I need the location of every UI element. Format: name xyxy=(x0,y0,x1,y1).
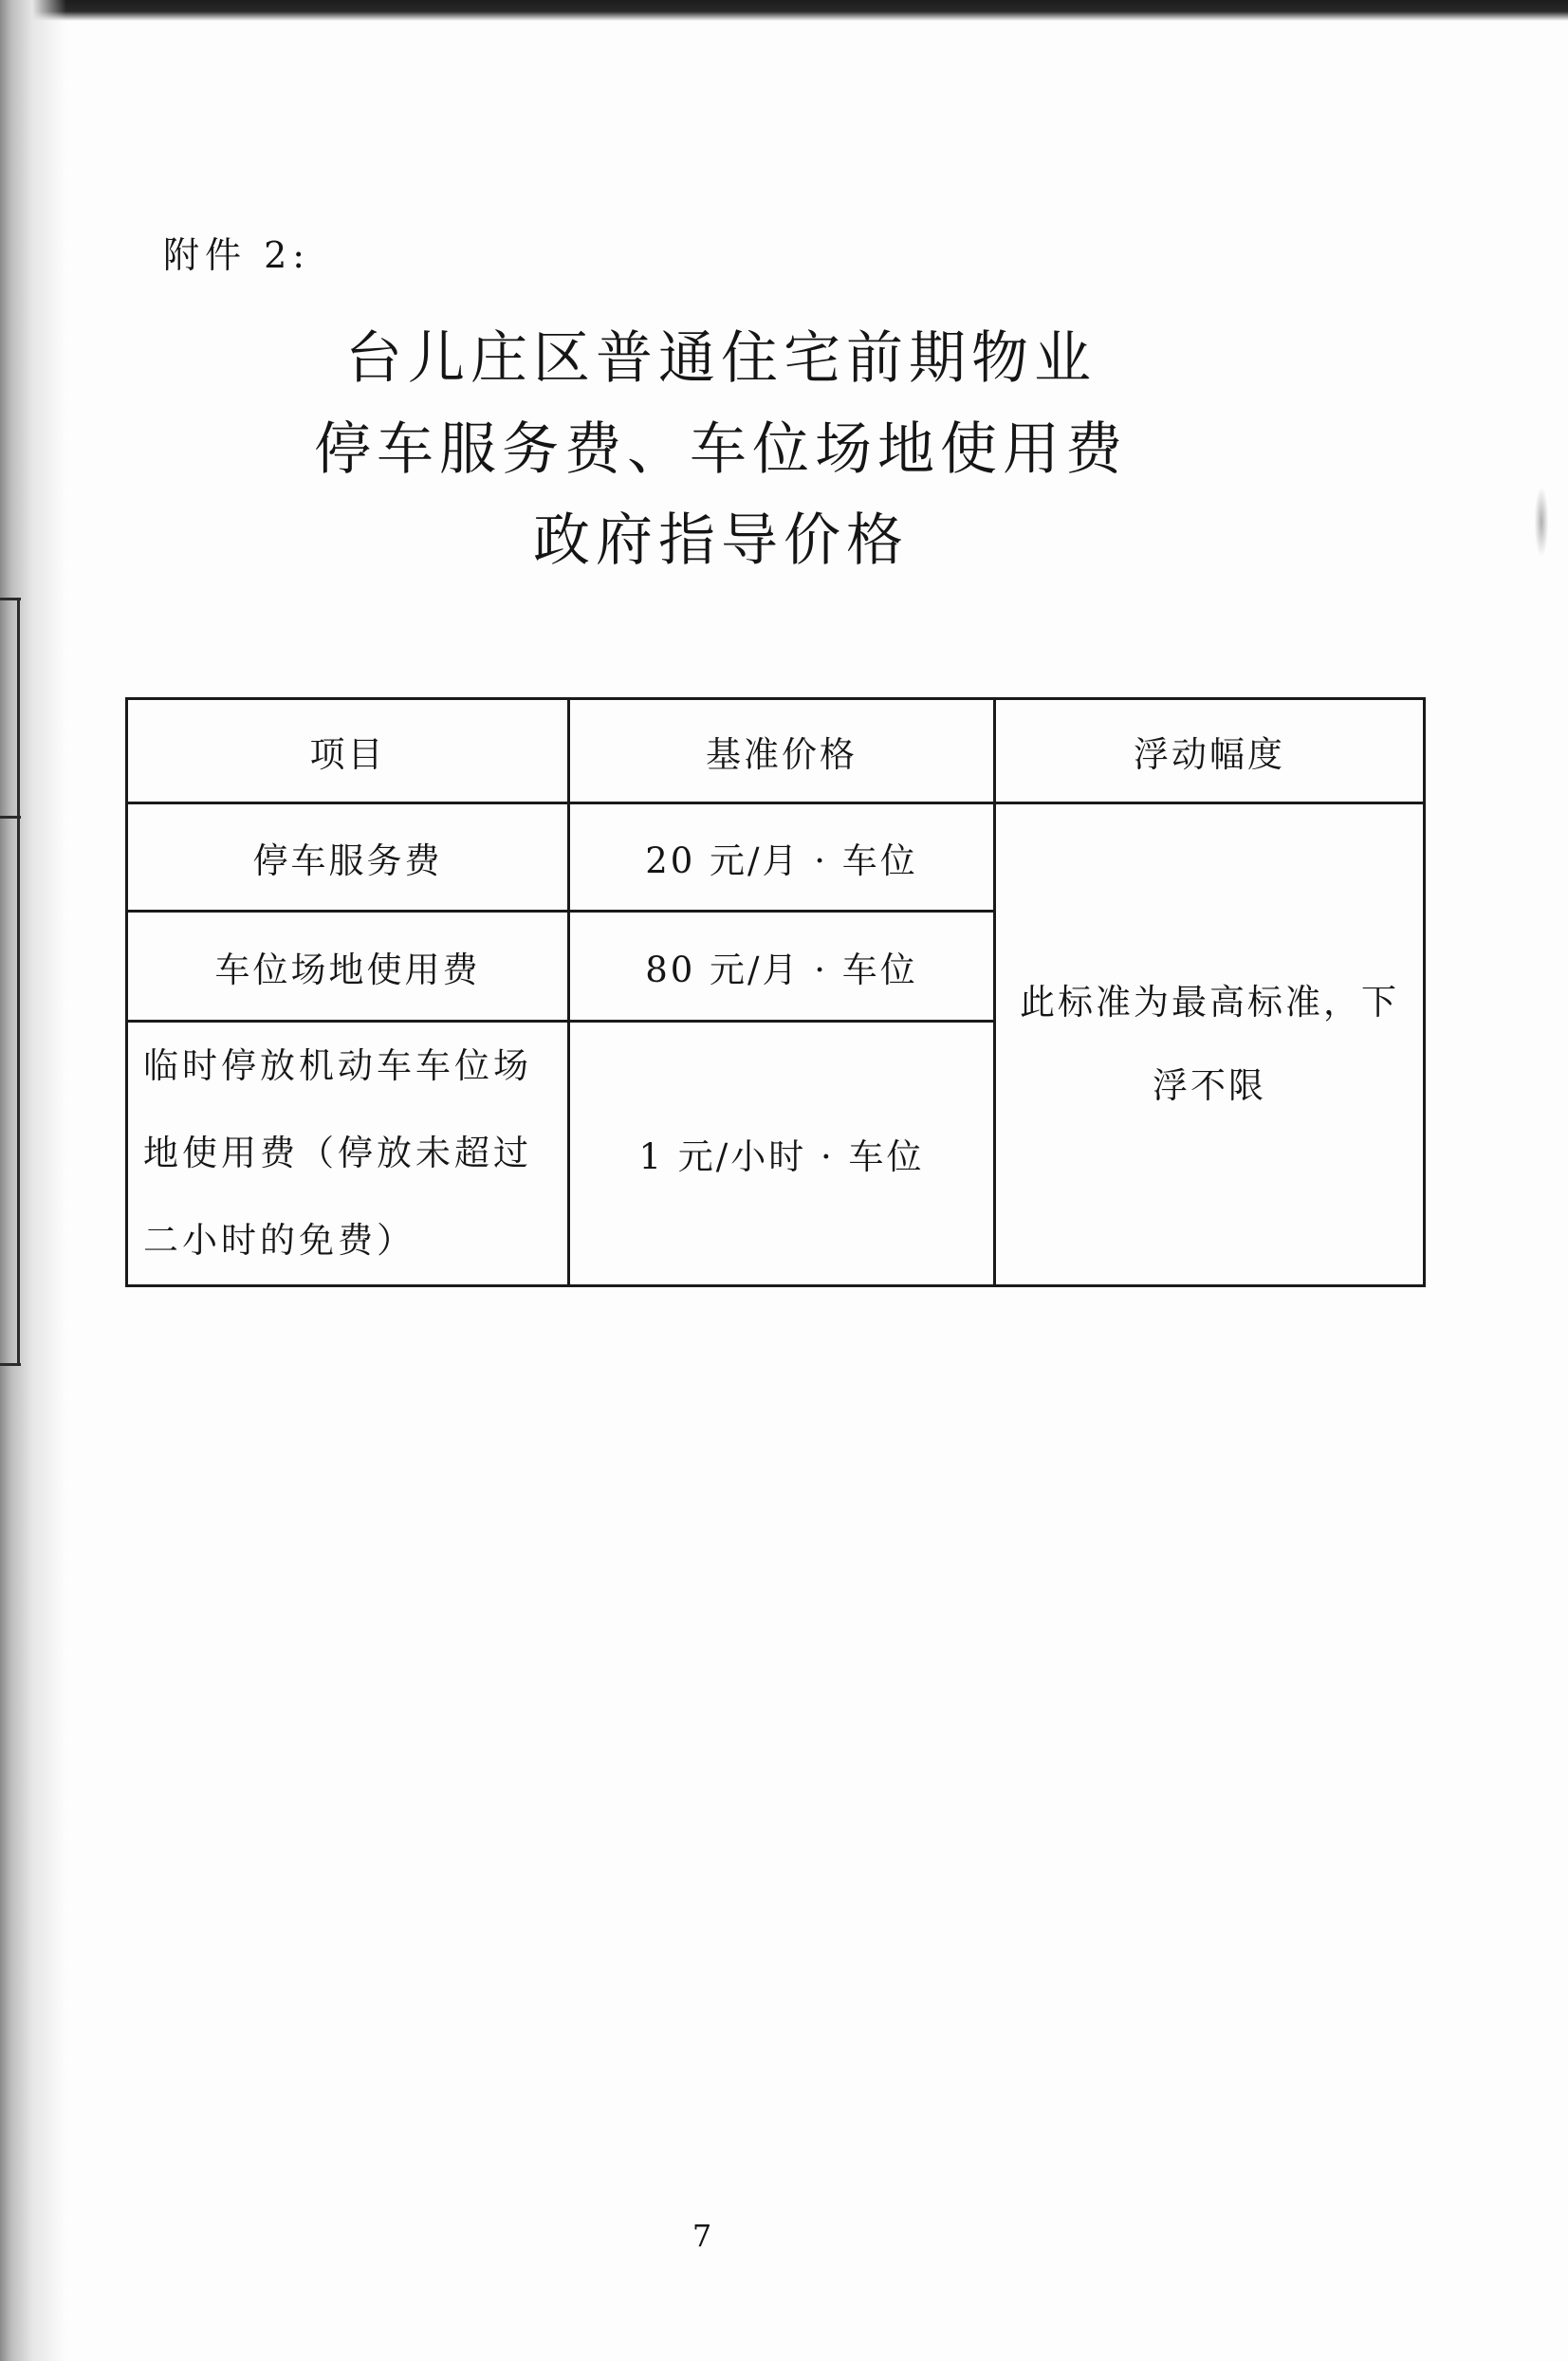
binding-line xyxy=(17,598,20,1366)
table-row xyxy=(127,803,1425,912)
scan-top-band xyxy=(0,0,1568,21)
title-line-1: 台儿庄区普通住宅前期物业 xyxy=(345,325,1097,392)
attachment-label: 附件 2: xyxy=(163,234,311,276)
header-base-price: 基准价格 xyxy=(569,699,995,803)
price-cell: 80 元/月 · 车位 xyxy=(569,912,995,1022)
title-line-2: 停车服务费、车位场地使用费 xyxy=(314,416,1128,483)
item-cell: 停车服务费 xyxy=(127,803,569,912)
float-range-cell: 此标准为最高标准，下浮不限 xyxy=(995,803,1425,1286)
table-header-row xyxy=(127,699,1425,803)
page-number: 7 xyxy=(692,2218,712,2254)
scan-smudge xyxy=(1535,489,1548,555)
binding-tick xyxy=(0,1363,21,1366)
item-cell: 临时停放机动车车位场地使用费（停放未超过二小时的免费） xyxy=(127,1022,569,1286)
binding-tick xyxy=(0,598,21,600)
price-cell: 1 元/小时 · 车位 xyxy=(569,1022,995,1286)
title-line-3: 政府指导价格 xyxy=(533,507,909,574)
item-cell: 车位场地使用费 xyxy=(127,912,569,1022)
header-float-range: 浮动幅度 xyxy=(995,699,1425,803)
header-item: 项目 xyxy=(127,699,569,803)
binding-tick xyxy=(0,816,21,819)
price-cell: 20 元/月 · 车位 xyxy=(569,803,995,912)
price-table xyxy=(125,697,1426,1287)
document-title xyxy=(0,313,1442,586)
